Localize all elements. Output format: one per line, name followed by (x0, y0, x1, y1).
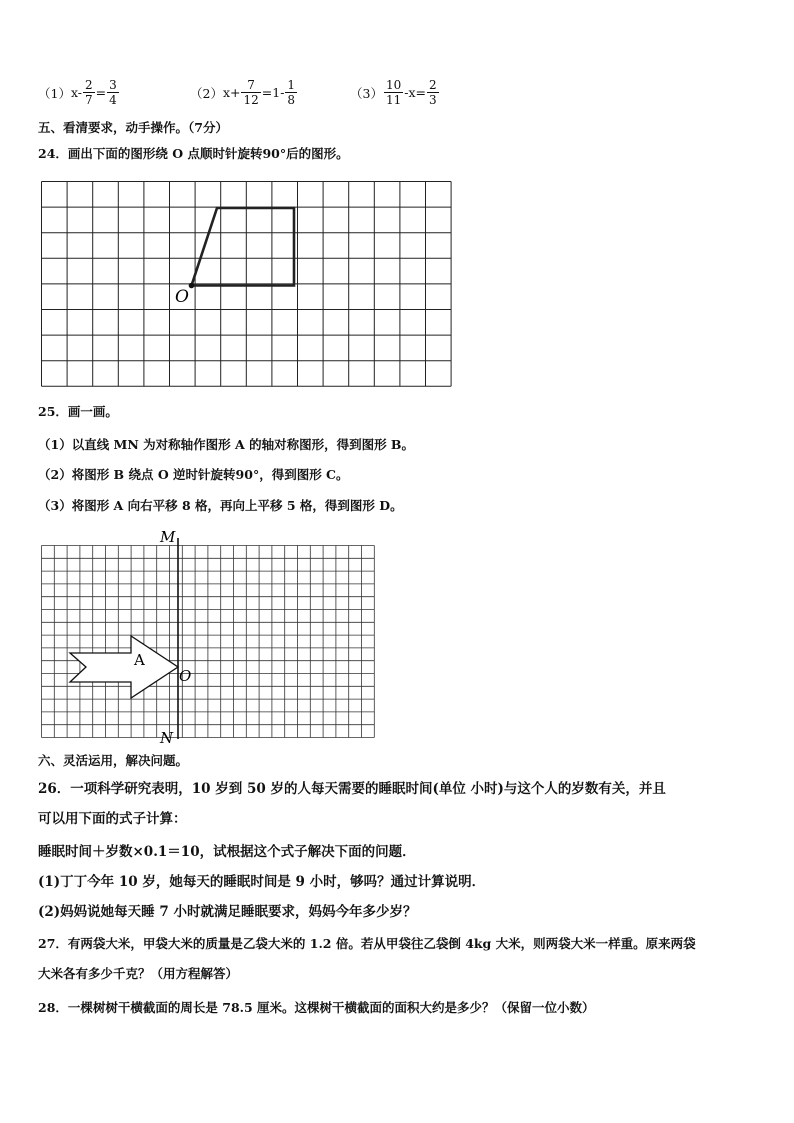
equation-mid: = (95, 85, 107, 100)
q24-shape (192, 208, 295, 286)
question-26-line-5: (2)妈妈说她每天睡 7 小时就满足睡眠要求，妈妈今年多少岁？ (38, 904, 417, 920)
equation-mid: -x= (404, 85, 426, 100)
fraction: $\frac{2}{3}$ (428, 78, 437, 107)
equation-lead: x- (70, 85, 83, 100)
question-24-text: 24．画出下面的图形绕 O 点顺时针旋转90°后的图形。 (38, 146, 349, 161)
q24-grid (42, 182, 452, 387)
shape-a-label: A (134, 651, 145, 669)
equation-label: （1） (38, 85, 71, 101)
question-27-line-1: 27．有两袋大米，甲袋大米的质量是乙袋大米的 1.2 倍。若从甲袋往乙袋倒 4kg 大米，则两袋大米一样重。原来两袋 (38, 936, 696, 951)
fraction: $\frac{3}{4}$ (109, 78, 117, 107)
point-o-marker (189, 283, 195, 289)
fraction: $\frac{2}{7}$ (85, 78, 93, 107)
fraction: $\frac{7}{12}$ (243, 78, 259, 107)
label-o: O (179, 667, 192, 685)
equation-2 (190, 78, 298, 107)
shape-a (70, 636, 178, 698)
point-o-label: O (175, 287, 189, 307)
question-26-line-4: (1)丁丁今年 10 岁，她每天的睡眠时间是 9 小时，够吗？通过计算说明． (38, 874, 486, 890)
q24-grid-figure (38, 178, 452, 390)
question-26-line-2: 可以用下面的式子计算： (38, 811, 187, 827)
question-25-item-3: （3）将图形 A 向右平移 8 格，再向上平移 5 格，得到图形 D。 (38, 498, 403, 513)
label-n: N (160, 729, 174, 747)
equation-3 (350, 78, 440, 107)
question-27-line-2: 大米各有多少千克？（用方程解答） (38, 966, 239, 981)
equation-lead: x+ (222, 85, 241, 100)
question-25-item-2: （2）将图形 B 绕点 O 逆时针旋转90°，得到图形 C。 (38, 467, 349, 482)
label-m: M (160, 528, 176, 546)
fraction: $\frac{10}{11}$ (385, 78, 402, 107)
question-25-title: 25．画一画。 (38, 404, 118, 419)
equation-label: （3） (350, 85, 383, 101)
q25-grid (42, 546, 375, 738)
equation-mid: =1- (261, 85, 285, 100)
question-26-line-3: 睡眠时间＋岁数×0.1＝10，试根据这个式子解决下面的问题． (38, 844, 416, 860)
section-6-title: 六、灵活运用，解决问题。 (38, 753, 189, 768)
equation-1 (38, 78, 120, 107)
q25-grid-figure (38, 526, 380, 748)
question-26-line-1: 26．一项科学研究表明，10 岁到 50 岁的人每天需要的睡眠时间(单位 小时)与这个人的岁数有关，并且 (38, 781, 666, 797)
question-25-item-1: （1）以直线 MN 为对称轴作图形 A 的轴对称图形，得到图形 B。 (38, 437, 414, 452)
question-28-text: 28．一棵树树干横截面的周长是 78.5 厘米。这棵树干横截面的面积大约是多少？（保留一位小数） (38, 1000, 595, 1015)
equation-label: （2） (190, 85, 223, 101)
section-5-title: 五、看清要求，动手操作。（7分） (38, 120, 228, 135)
fraction: $\frac{1}{8}$ (287, 78, 296, 107)
